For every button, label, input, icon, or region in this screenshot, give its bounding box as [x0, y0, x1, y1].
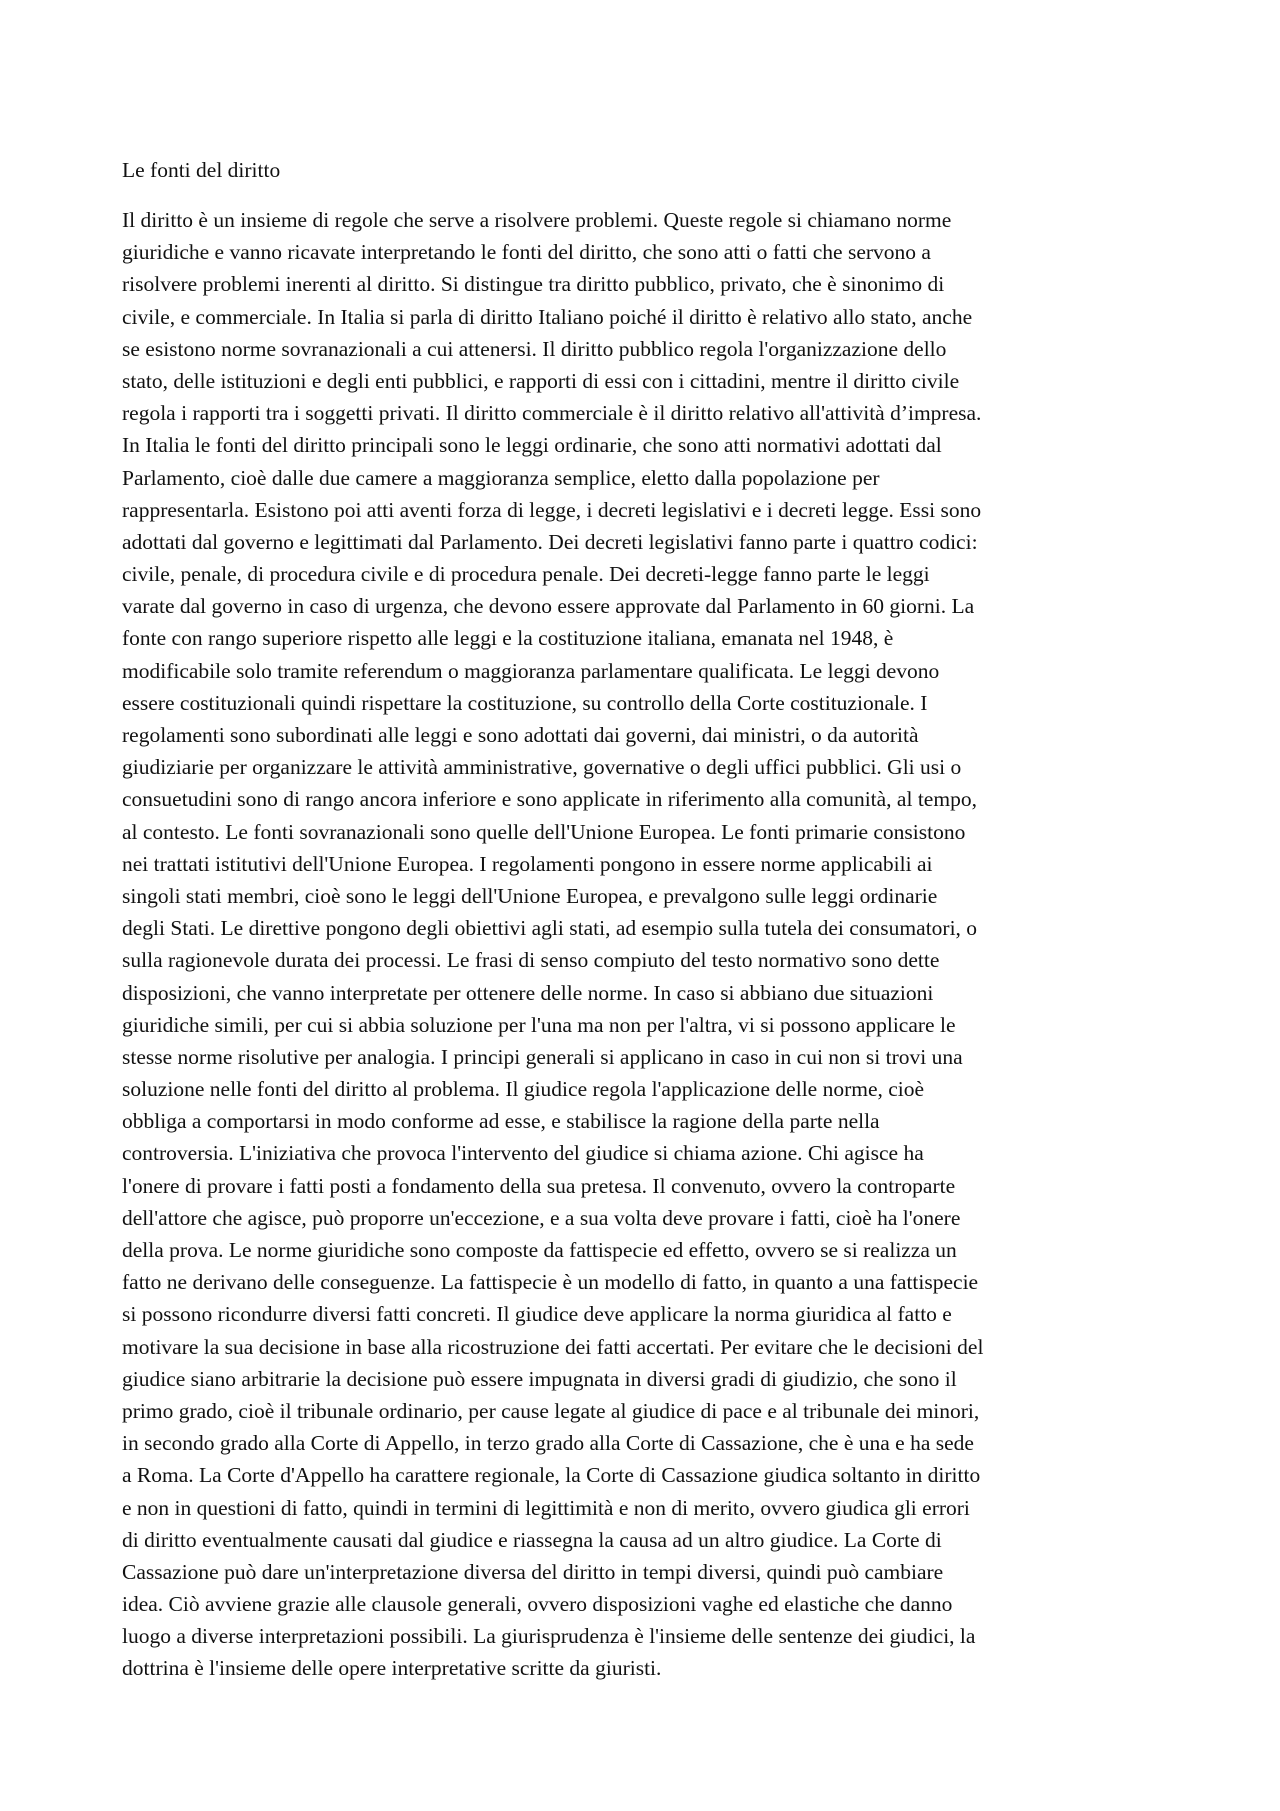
text-line: della prova. Le norme giuridiche sono composte da fattispecie ed effetto, ovvero se si realizza un — [122, 1238, 957, 1262]
text-line: nei trattati istitutivi dell'Unione Europea. I regolamenti pongono in essere norme applicabili ai — [122, 851, 933, 876]
text-line: essere costituzionali quindi rispettare la costituzione, su controllo della Corte costituzionale. I — [122, 690, 928, 715]
text-line: fonte con rango superiore rispetto alle leggi e la costituzione italiana, emanata nel 1948, è — [122, 626, 894, 651]
text-line: adottati dal governo e legittimati dal Parlamento. Dei decreti legislativi fanno parte i quattro codici: — [122, 529, 978, 554]
text-line: giuridiche simili, per cui si abbia soluzione per l'una ma non per l'altra, vi si possono applicare le — [122, 1012, 956, 1037]
text-line: singoli stati membri, cioè sono le leggi dell'Unione Europea, e prevalgono sulle leggi ordinarie — [122, 883, 938, 908]
text-line: stato, delle istituzioni e degli enti pubblici, e rapporti di essi con i cittadini, mentre il diritto civile — [122, 368, 960, 393]
text-line: risolvere problemi inerenti al diritto. Si distingue tra diritto pubblico, privato, che è sinonimo di — [122, 272, 945, 297]
text-line: controversia. L'iniziativa che provoca l'intervento del giudice si chiama azione. Chi agisce ha — [122, 1141, 924, 1166]
text-line: di diritto eventualmente causati dal giudice e riassegna la causa ad un altro giudice. La Corte di — [122, 1527, 942, 1552]
text-line: primo grado, cioè il tribunale ordinario, per cause legate al giudice di pace e al tribunale dei minori, — [122, 1398, 980, 1423]
text-line: motivare la sua decisione in base alla ricostruzione dei fatti accertati. Per evitare che le decisioni del — [122, 1334, 984, 1359]
text-line: al contesto. Le fonti sovranazionali sono quelle dell'Unione Europea. Le fonti primarie consistono — [122, 819, 966, 844]
text-line: civile, e commerciale. In Italia si parla di diritto Italiano poiché il diritto è relativo allo stato, anche — [122, 304, 973, 329]
text-line: giudice siano arbitrarie la decisione può essere impugnata in diversi gradi di giudizio, che sono il — [122, 1366, 957, 1391]
text-line: se esistono norme sovranazionali a cui attenersi. Il diritto pubblico regola l'organizzazione dello — [122, 336, 947, 361]
text-line: Il diritto è un insieme di regole che serve a risolvere problemi. Queste regole si chiamano norme — [122, 208, 952, 232]
text-line: degli Stati. Le direttive pongono degli obiettivi agli stati, ad esempio sulla tutela dei consumatori, o — [122, 916, 978, 941]
text-line: rappresentarla. Esistono poi atti aventi forza di legge, i decreti legislativi e i decreti legge. Essi sono — [122, 497, 982, 522]
text-line: e non in questioni di fatto, quindi in termini di legittimità e non di merito, ovvero giudica gli errori — [122, 1495, 970, 1520]
text-line: soluzione nelle fonti del diritto al problema. Il giudice regola l'applicazione delle norme, cioè — [122, 1077, 925, 1102]
text-line: luogo a diverse interpretazioni possibili. La giurisprudenza è l'insieme delle sentenze dei giudici, la — [122, 1624, 976, 1649]
text-line: idea. Ciò avviene grazie alle clausole generali, ovvero disposizioni vaghe ed elastiche che danno — [122, 1592, 953, 1617]
text-line: fatto ne derivano delle conseguenze. La fattispecie è un modello di fatto, in quanto a una fattispecie — [122, 1270, 979, 1295]
text-line: dottrina è l'insieme delle opere interpretative scritte da giuristi. — [122, 1656, 662, 1681]
text-line: giudiziarie per organizzare le attività amministrative, governative o degli uffici pubblici. Gli usi o — [122, 755, 962, 780]
text-line: in secondo grado alla Corte di Appello, in terzo grado alla Corte di Cassazione, che è una e ha sede — [122, 1431, 974, 1456]
text-line: a Roma. La Corte d'Appello ha carattere regionale, la Corte di Cassazione giudica soltanto in diritto — [122, 1463, 981, 1488]
text-line: obbliga a comportarsi in modo conforme ad esse, e stabilisce la ragione della parte nella — [122, 1109, 880, 1134]
text-line: Cassazione può dare un'interpretazione diversa del diritto in tempi diversi, quindi può cambiare — [122, 1559, 944, 1584]
text-line: varate dal governo in caso di urgenza, che devono essere approvate dal Parlamento in 60 giorni. La — [122, 594, 975, 619]
text-line: si possono ricondurre diversi fatti concreti. Il giudice deve applicare la norma giuridica al fatto e — [122, 1302, 952, 1327]
document-body — [122, 204, 1162, 1685]
text-line: modificabile solo tramite referendum o maggioranza parlamentare qualificata. Le leggi devono — [122, 658, 940, 683]
text-line: consuetudini sono di rango ancora inferiore e sono applicate in riferimento alla comunità, al tempo, — [122, 787, 977, 812]
text-line: regolamenti sono subordinati alle leggi e sono adottati dai governi, dai ministri, o da autorità — [122, 723, 919, 747]
text-line: giuridiche e vanno ricavate interpretando le fonti del diritto, che sono atti o fatti che servono a — [122, 240, 931, 265]
text-line: l'onere di provare i fatti posti a fondamento della sua pretesa. Il convenuto, ovvero la controparte — [122, 1173, 956, 1198]
document-title: Le fonti del diritto — [122, 158, 281, 182]
text-line: sulla ragionevole durata dei processi. Le frasi di senso compiuto del testo normativo sono dette — [122, 948, 940, 973]
text-line: Parlamento, cioè dalle due camere a maggioranza semplice, eletto dalla popolazione per — [122, 465, 880, 490]
text-line: regola i rapporti tra i soggetti privati. Il diritto commerciale è il diritto relativo all'attività d’impresa. — [122, 401, 982, 426]
text-line: stesse norme risolutive per analogia. I principi generali si applicano in caso in cui non si trovi una — [122, 1044, 963, 1069]
text-line: In Italia le fonti del diritto principali sono le leggi ordinarie, che sono atti normativi adottati dal — [122, 433, 942, 458]
text-line: civile, penale, di procedura civile e di procedura penale. Dei decreti-legge fanno parte le leggi — [122, 562, 930, 587]
text-line: dell'attore che agisce, può proporre un'eccezione, e a sua volta deve provare i fatti, cioè ha l'onere — [122, 1205, 961, 1230]
text-line: disposizioni, che vanno interpretate per ottenere delle norme. In caso si abbiano due situazioni — [122, 980, 934, 1005]
